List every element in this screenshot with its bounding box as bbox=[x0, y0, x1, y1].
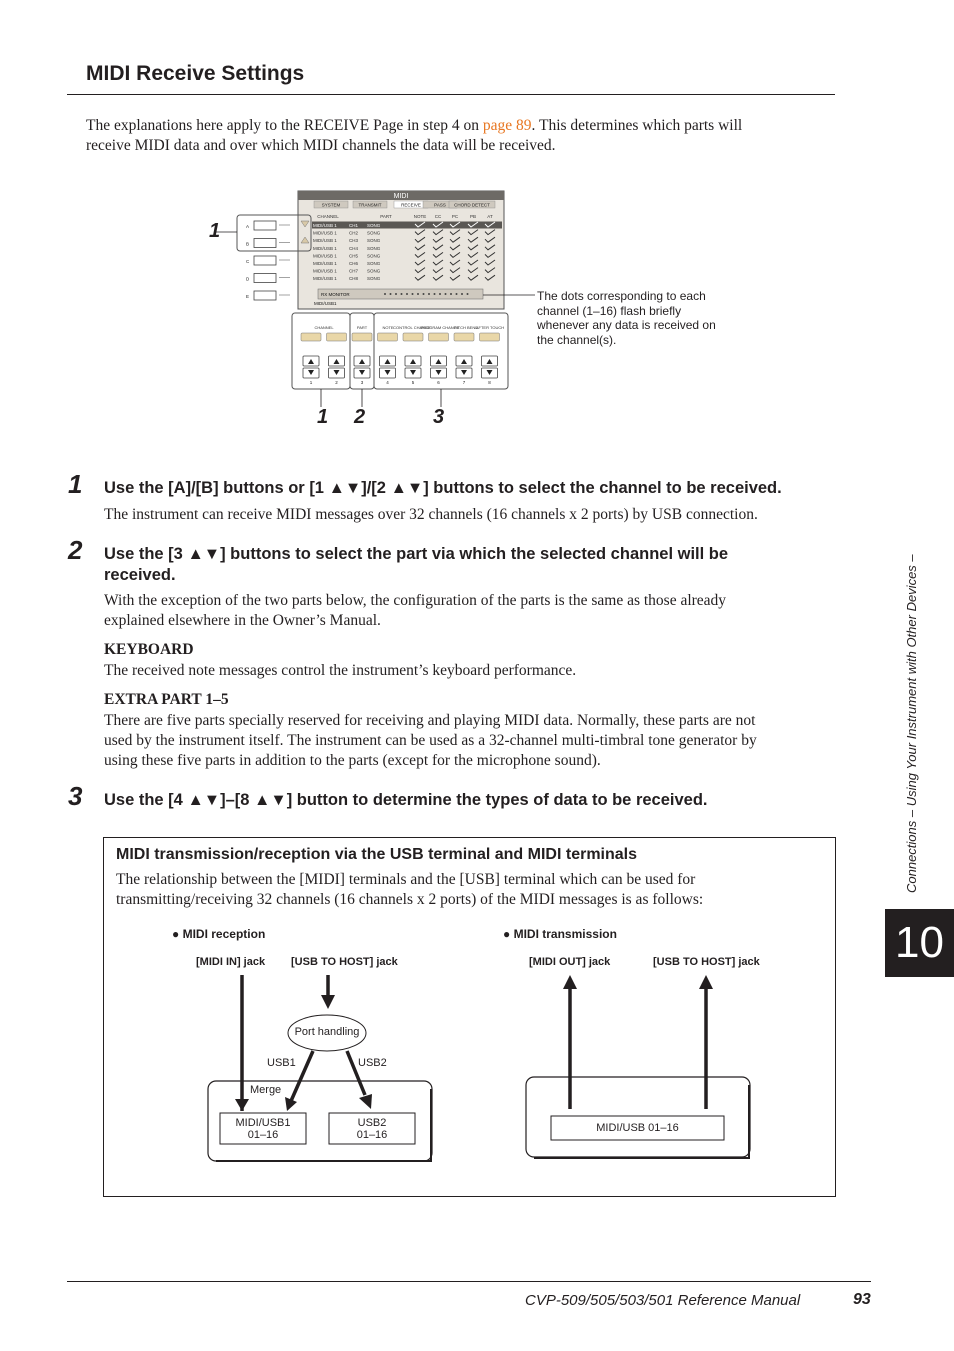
lcd-tab-label: TRANSMIT bbox=[358, 202, 382, 208]
monitor-dot bbox=[412, 293, 414, 295]
monitor-dot bbox=[434, 293, 436, 295]
side-button-letter: A bbox=[246, 224, 250, 229]
footer-manual-title: CVP-509/505/503/501 Reference Manual bbox=[525, 1292, 801, 1309]
monitor-dot bbox=[390, 293, 392, 295]
button-number: 8 bbox=[488, 380, 491, 385]
reception-title-text: MIDI reception bbox=[182, 927, 266, 941]
callout-1-left: 1 bbox=[209, 220, 221, 242]
monitor-dot bbox=[445, 293, 447, 295]
step-2-number: 2 bbox=[68, 535, 83, 565]
extra-part-line: used by the instrument itself. The instrument can be used as a 32-channel multi-timbral tone generator by bbox=[104, 732, 757, 749]
lcd-column-header: PART bbox=[380, 214, 392, 219]
lcd-column-header: NOTE bbox=[413, 214, 427, 219]
bottom-selector bbox=[454, 333, 474, 341]
callout-note-line: the channel(s). bbox=[537, 332, 617, 347]
usb2-box-line: USB2 bbox=[357, 1117, 387, 1129]
port-handling-label: Port handling bbox=[294, 1026, 360, 1038]
bottom-label: PROGRAM CHANGE bbox=[420, 325, 460, 330]
bottom-selector bbox=[429, 333, 449, 341]
transmission-title: ● MIDI transmission bbox=[503, 927, 617, 941]
lcd-row-channel: MIDI/USB 1 bbox=[313, 268, 337, 274]
lcd-row-channel: MIDI/USB 1 bbox=[313, 230, 337, 236]
monitor-dot bbox=[461, 293, 463, 295]
monitor-dot bbox=[384, 293, 386, 295]
lcd-row-part: SONG bbox=[367, 261, 381, 266]
lcd-row-ch: CH7 bbox=[349, 268, 359, 274]
step-1-heading: Use the [A]/[B] buttons or [1 ▲▼]/[2 ▲▼] buttons to select the channel to be received. bbox=[104, 479, 782, 497]
bottom-selector bbox=[352, 333, 372, 341]
bottom-label: CONTROL CHANGE bbox=[393, 325, 431, 330]
lcd-row-channel: MIDI/USB 1 bbox=[313, 253, 337, 259]
midi-out-label: [MIDI OUT] jack bbox=[529, 956, 611, 968]
lcd-column-header: CHANNEL bbox=[317, 214, 339, 219]
step-3-number: 3 bbox=[68, 781, 83, 811]
button-number: 6 bbox=[437, 380, 440, 385]
lcd-row-part: SONG bbox=[367, 230, 381, 236]
usb-to-host-label-tx: [USB TO HOST] jack bbox=[653, 956, 760, 968]
lcd-row-ch: CH3 bbox=[349, 238, 359, 244]
side-button-letter: B bbox=[246, 241, 250, 247]
button-number: 3 bbox=[360, 380, 364, 385]
lcd-row-ch: CH2 bbox=[349, 230, 359, 236]
step-1-number: 1 bbox=[68, 469, 83, 499]
lcd-row-channel: MIDI/USB 1 bbox=[313, 238, 337, 244]
monitor-dot bbox=[439, 293, 441, 295]
lcd-row-ch: CH4 bbox=[349, 245, 359, 251]
monitor-dot bbox=[428, 293, 430, 295]
note-box-line: The relationship between the [MIDI] terminals and the [USB] terminal which can be used for bbox=[116, 871, 696, 888]
extra-part-line: There are five parts specially reserved for receiving and playing MIDI data. Normally, these parts are not bbox=[104, 712, 756, 729]
note-box-line: transmitting/receiving 32 channels (16 channels x 2 ports) of the MIDI messages is as follows: bbox=[116, 891, 704, 908]
callout-note bbox=[537, 289, 716, 347]
callout-2: 2 bbox=[354, 406, 366, 428]
monitor-dot bbox=[450, 293, 452, 295]
bottom-label: PART bbox=[356, 325, 368, 330]
lcd-row-part: SONG bbox=[367, 268, 381, 274]
lcd-row-channel: MIDI/USB 1 bbox=[313, 276, 337, 282]
lcd-tab-label: RECEIVE bbox=[401, 202, 421, 208]
intro-line-2: receive MIDI data and over which MIDI channels the data will be received. bbox=[86, 137, 556, 154]
extra-part-body bbox=[104, 711, 757, 771]
lcd-column-header: CC bbox=[434, 214, 442, 219]
monitor-sub: MIDI/USB1 bbox=[314, 301, 337, 306]
usb1-label: USB1 bbox=[267, 1057, 296, 1069]
step-2-body bbox=[104, 591, 726, 631]
usb2-box-label bbox=[329, 1117, 415, 1141]
monitor-dot bbox=[417, 293, 419, 295]
lcd-row-part: SONG bbox=[367, 238, 381, 244]
lcd-column-header: PB bbox=[469, 214, 477, 219]
bottom-selector bbox=[301, 333, 321, 341]
intro-paragraph bbox=[86, 116, 816, 156]
callout-3: 3 bbox=[433, 406, 445, 428]
lcd-tab-label: CHORD DETECT bbox=[454, 202, 490, 208]
extra-part-line: using these five parts in addition to the parts (except for the microphone sound). bbox=[104, 752, 601, 769]
button-number: 7 bbox=[462, 380, 466, 385]
step-2-heading-line: received. bbox=[104, 566, 176, 584]
midi-in-label: [MIDI IN] jack bbox=[196, 956, 266, 968]
side-button bbox=[254, 291, 276, 300]
keyboard-heading: KEYBOARD bbox=[104, 641, 194, 658]
step-3-heading: Use the [4 ▲▼]–[8 ▲▼] button to determine the types of data to be received. bbox=[104, 791, 708, 809]
lcd-row-part: SONG bbox=[367, 245, 381, 251]
usb-to-host-label-rx: [USB TO HOST] jack bbox=[291, 956, 398, 968]
header-rule bbox=[67, 94, 835, 95]
side-button-letter: C bbox=[246, 259, 250, 264]
callout-1: 1 bbox=[317, 406, 329, 428]
extra-part-heading: EXTRA PART 1–5 bbox=[104, 691, 229, 708]
lcd-row-part: SONG bbox=[367, 276, 381, 282]
monitor-dot bbox=[423, 293, 425, 295]
section-title: MIDI Receive Settings bbox=[86, 62, 305, 85]
bottom-selector bbox=[403, 333, 423, 341]
monitor-label: RX MONITOR bbox=[321, 292, 350, 297]
button-number: 2 bbox=[335, 380, 338, 385]
step-2-body-line: explained elsewhere in the Owner’s Manual. bbox=[104, 612, 381, 629]
keyboard-body: The received note messages control the instrument’s keyboard performance. bbox=[104, 662, 577, 679]
page-number: 93 bbox=[853, 1291, 871, 1308]
side-button bbox=[254, 274, 276, 283]
monitor-dot bbox=[395, 293, 397, 295]
monitor-dot bbox=[456, 293, 458, 295]
midi-usb1-box-label bbox=[220, 1117, 306, 1141]
bottom-label: AFTER TOUCH bbox=[475, 325, 505, 330]
midi-usb-box-label: MIDI/USB 01–16 bbox=[596, 1122, 679, 1134]
lcd-tab-label: SYSTEM bbox=[321, 202, 341, 208]
button-number: 4 bbox=[386, 380, 389, 385]
button-number: 5 bbox=[411, 380, 415, 385]
monitor-dot bbox=[406, 293, 408, 295]
callout-note-line: whenever any data is received on bbox=[537, 318, 716, 332]
lcd-row-ch: CH8 bbox=[349, 276, 359, 282]
side-button bbox=[254, 221, 276, 230]
reception-title: ● MIDI reception bbox=[172, 927, 266, 941]
side-button bbox=[254, 239, 276, 248]
side-button-letter: D bbox=[246, 276, 250, 282]
usb2-box-line: 01–16 bbox=[356, 1129, 388, 1141]
callout-note-line: channel (1–16) flash briefly bbox=[537, 303, 682, 318]
lcd-column-header: AT bbox=[487, 214, 493, 219]
lcd-column-header: PC bbox=[451, 214, 459, 219]
side-button bbox=[254, 256, 276, 265]
merge-label: Merge bbox=[250, 1084, 282, 1096]
side-button-letter: E bbox=[246, 294, 250, 299]
note-box-body bbox=[116, 870, 703, 910]
bottom-label: NOTE bbox=[382, 325, 394, 330]
bottom-selector bbox=[327, 333, 347, 341]
chapter-tab: 10 bbox=[885, 909, 954, 977]
intro-text-2: . This determines which parts will bbox=[531, 117, 743, 134]
usb2-label: USB2 bbox=[358, 1057, 387, 1069]
callout-note-line: The dots corresponding to each bbox=[537, 289, 706, 303]
note-box-title: MIDI transmission/reception via the USB terminal and MIDI terminals bbox=[116, 846, 638, 863]
page-link[interactable]: page 89 bbox=[482, 117, 532, 134]
transmission-diagram bbox=[520, 965, 760, 1165]
lcd-row-ch: CH6 bbox=[349, 261, 359, 266]
bottom-selector bbox=[480, 333, 500, 341]
lcd-row-part: SONG bbox=[367, 253, 381, 259]
transmission-title-text: MIDI transmission bbox=[513, 927, 617, 941]
sidebar-chapter-text: Connections – Using Your Instrument with Other Devices – bbox=[904, 554, 919, 893]
monitor-dot bbox=[467, 293, 469, 295]
step-1-body: The instrument can receive MIDI messages over 32 channels (16 channels x 2 ports) by USB connection. bbox=[104, 506, 758, 523]
button-number: 1 bbox=[309, 380, 313, 385]
lcd-title: MIDI bbox=[393, 193, 409, 200]
bottom-selector bbox=[378, 333, 398, 341]
bottom-label: CHANNEL bbox=[314, 325, 334, 330]
monitor-dot bbox=[401, 293, 403, 295]
midi-usb1-box-line: MIDI/USB1 bbox=[235, 1117, 291, 1129]
lcd-row-part: SONG bbox=[367, 223, 381, 228]
step-2-heading bbox=[104, 544, 728, 586]
bottom-label: PITCH BEND bbox=[453, 325, 479, 330]
midi-usb1-box-line: 01–16 bbox=[247, 1129, 279, 1141]
step-2-heading-line: Use the [3 ▲▼] buttons to select the part via which the selected channel will be bbox=[104, 545, 729, 563]
lcd-row-channel: MIDI/USB 1 bbox=[313, 245, 337, 251]
intro-text: The explanations here apply to the RECEIVE Page in step 4 on bbox=[86, 117, 483, 134]
lcd-row-channel: MIDI/USB 1 bbox=[313, 261, 337, 266]
lcd-row-ch: CH1 bbox=[349, 223, 359, 228]
lcd-row-channel: MIDI/USB 1 bbox=[313, 223, 337, 228]
lcd-tab-label: PASS bbox=[434, 202, 446, 208]
step-2-body-line: With the exception of the two parts below, the configuration of the parts is the same as those already bbox=[104, 592, 727, 609]
lcd-row-ch: CH5 bbox=[349, 253, 359, 259]
footer-rule bbox=[67, 1281, 871, 1282]
